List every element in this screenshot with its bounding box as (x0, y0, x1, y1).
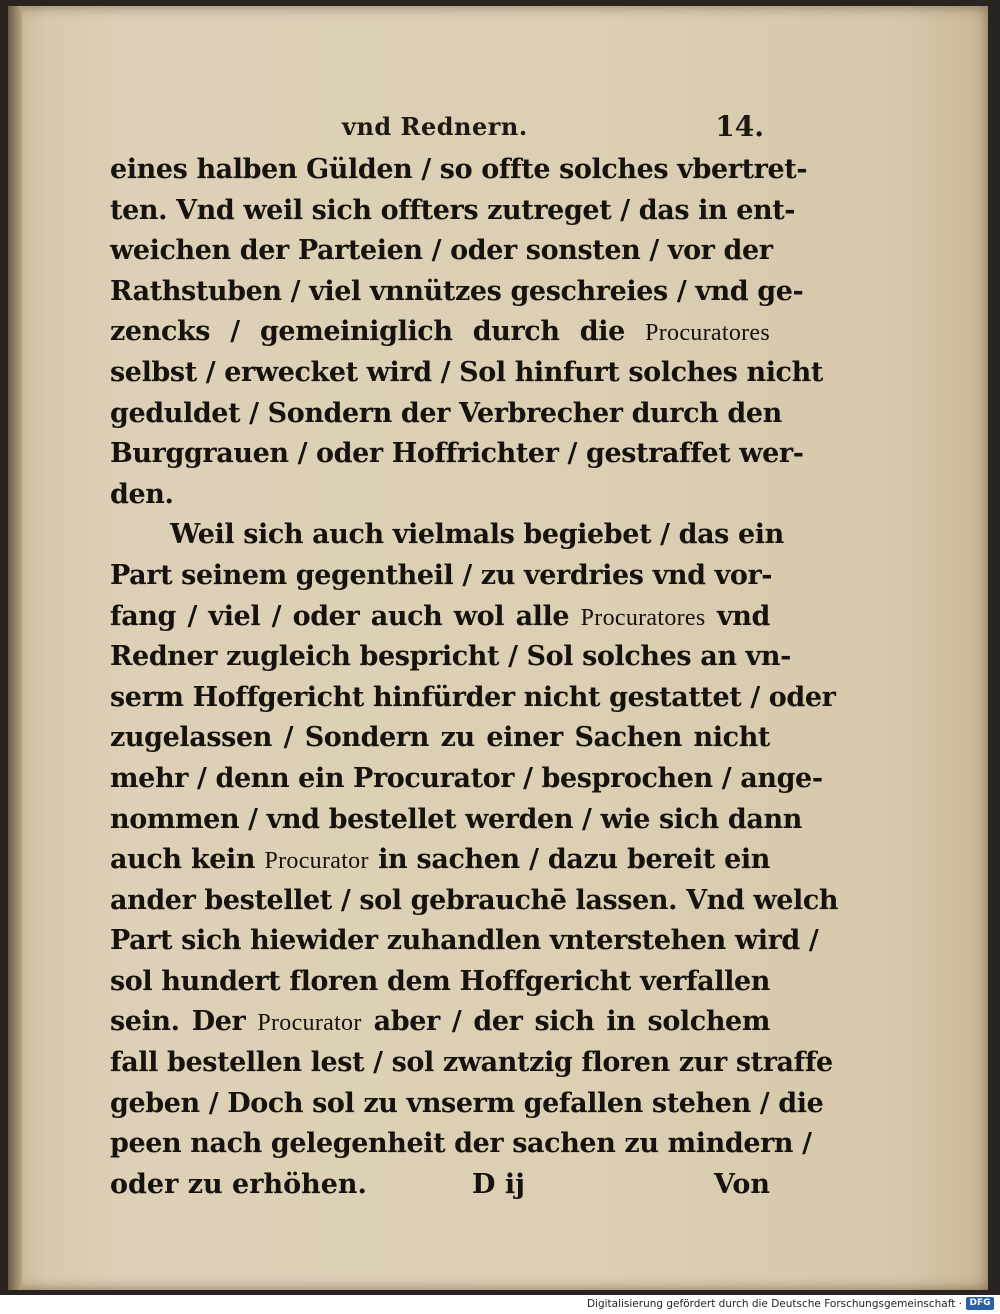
text-segment: nommen / vnd bestellet werden / wie sich dann (110, 803, 802, 835)
text-line (110, 678, 836, 719)
text-segment: sol hundert floren dem Hoffgericht verfallen (110, 965, 770, 997)
text-line (110, 840, 770, 881)
text-line (110, 881, 839, 922)
text-segment: Redner zugleich bespricht / Sol solches an vn- (110, 641, 791, 673)
running-head-title: vnd Rednern. (342, 112, 528, 141)
text-line (110, 475, 770, 516)
running-head (110, 108, 770, 148)
signature-mark: D ij (472, 1168, 525, 1200)
text-line-last (110, 1165, 770, 1206)
text-segment: fang / viel / oder auch wol alle (110, 600, 581, 632)
text-line (110, 759, 823, 800)
text-line (110, 637, 791, 678)
text-segment: den. (110, 478, 174, 510)
text-segment: aber / der sich in solchem (361, 1006, 770, 1038)
dfg-logo: DFG (966, 1297, 994, 1310)
text-segment: selbst / erwecket wird / Sol hinfurt solches nicht (110, 356, 823, 388)
text-line (110, 921, 819, 962)
text-line (110, 800, 802, 841)
text-line (110, 272, 804, 313)
text-line (110, 1124, 812, 1165)
text-line (110, 1043, 833, 1084)
roman-term: Procurator (264, 848, 369, 875)
text-segment: Part sich hiewider zuhandlen vnterstehen wird / (110, 925, 819, 957)
text-segment: auch kein (110, 844, 265, 876)
text-line (110, 962, 770, 1003)
page-gutter (8, 6, 22, 1290)
text-line (110, 1084, 824, 1125)
text-segment: Rathstuben / viel vnnützes geschreies / vnd ge- (110, 275, 804, 307)
text-line (110, 434, 804, 475)
text-line (110, 394, 782, 435)
text-lines (110, 150, 839, 1165)
text-line (110, 556, 773, 597)
text-segment: weichen der Parteien / oder sonsten / vor der (110, 235, 773, 267)
text-line (110, 1002, 770, 1043)
text-line (110, 718, 770, 759)
page-number: 14. (715, 110, 764, 143)
digitization-credit: Digitalisierung gefördert durch die Deutsche Forschungsgemeinschaft · (586, 1298, 962, 1310)
text-segment: Part seinem gegentheil / zu verdries vnd vor- (110, 559, 773, 591)
text-segment: serm Hoffgericht hinfürder nicht gestattet / oder (110, 681, 836, 713)
roman-term: Procuratores (580, 604, 706, 631)
catchword: Von (713, 1168, 770, 1200)
text-line (110, 597, 770, 638)
text-line (110, 515, 784, 556)
text-segment: Weil sich auch vielmals begiebet / das ein (170, 519, 784, 551)
text-line (110, 353, 823, 394)
text-line (110, 150, 808, 191)
text-segment: in sachen / dazu bereit ein (368, 844, 770, 876)
text-line (110, 231, 773, 272)
text-line (110, 191, 796, 232)
roman-term: Procuratores (645, 320, 770, 347)
text-segment: geben / Doch sol zu vnserm gefallen stehen / die (110, 1087, 824, 1119)
text-segment: zencks / gemeiniglich durch die (110, 316, 646, 348)
text-segment: sein. Der (110, 1006, 258, 1038)
text-segment: Burggrauen / oder Hoffrichter / gestraffet wer- (110, 438, 804, 470)
text-segment: vnd (705, 600, 770, 632)
text-segment: zugelassen / Sondern zu einer Sachen nicht (110, 722, 770, 754)
text-segment: fall bestellen lest / sol zwantzig floren zur straffe (110, 1047, 833, 1079)
text-line (110, 312, 770, 353)
text-segment: peen nach gelegenheit der sachen zu mindern / (110, 1128, 812, 1160)
text-segment: eines halben Gülden / so offte solches vbertret- (110, 154, 808, 185)
text-segment: ten. Vnd weil sich offters zutreget / das in ent- (110, 194, 796, 226)
roman-term: Procurator (257, 1010, 362, 1037)
body-text (110, 150, 839, 1205)
text-segment: ander bestellet / sol gebrauchē lassen. Vnd welch (110, 884, 839, 916)
text-segment: geduldet / Sondern der Verbrecher durch den (110, 397, 782, 429)
text-segment: mehr / denn ein Procurator / besprochen / ange- (110, 762, 823, 794)
closing-text: oder zu erhöhen. (110, 1168, 367, 1200)
